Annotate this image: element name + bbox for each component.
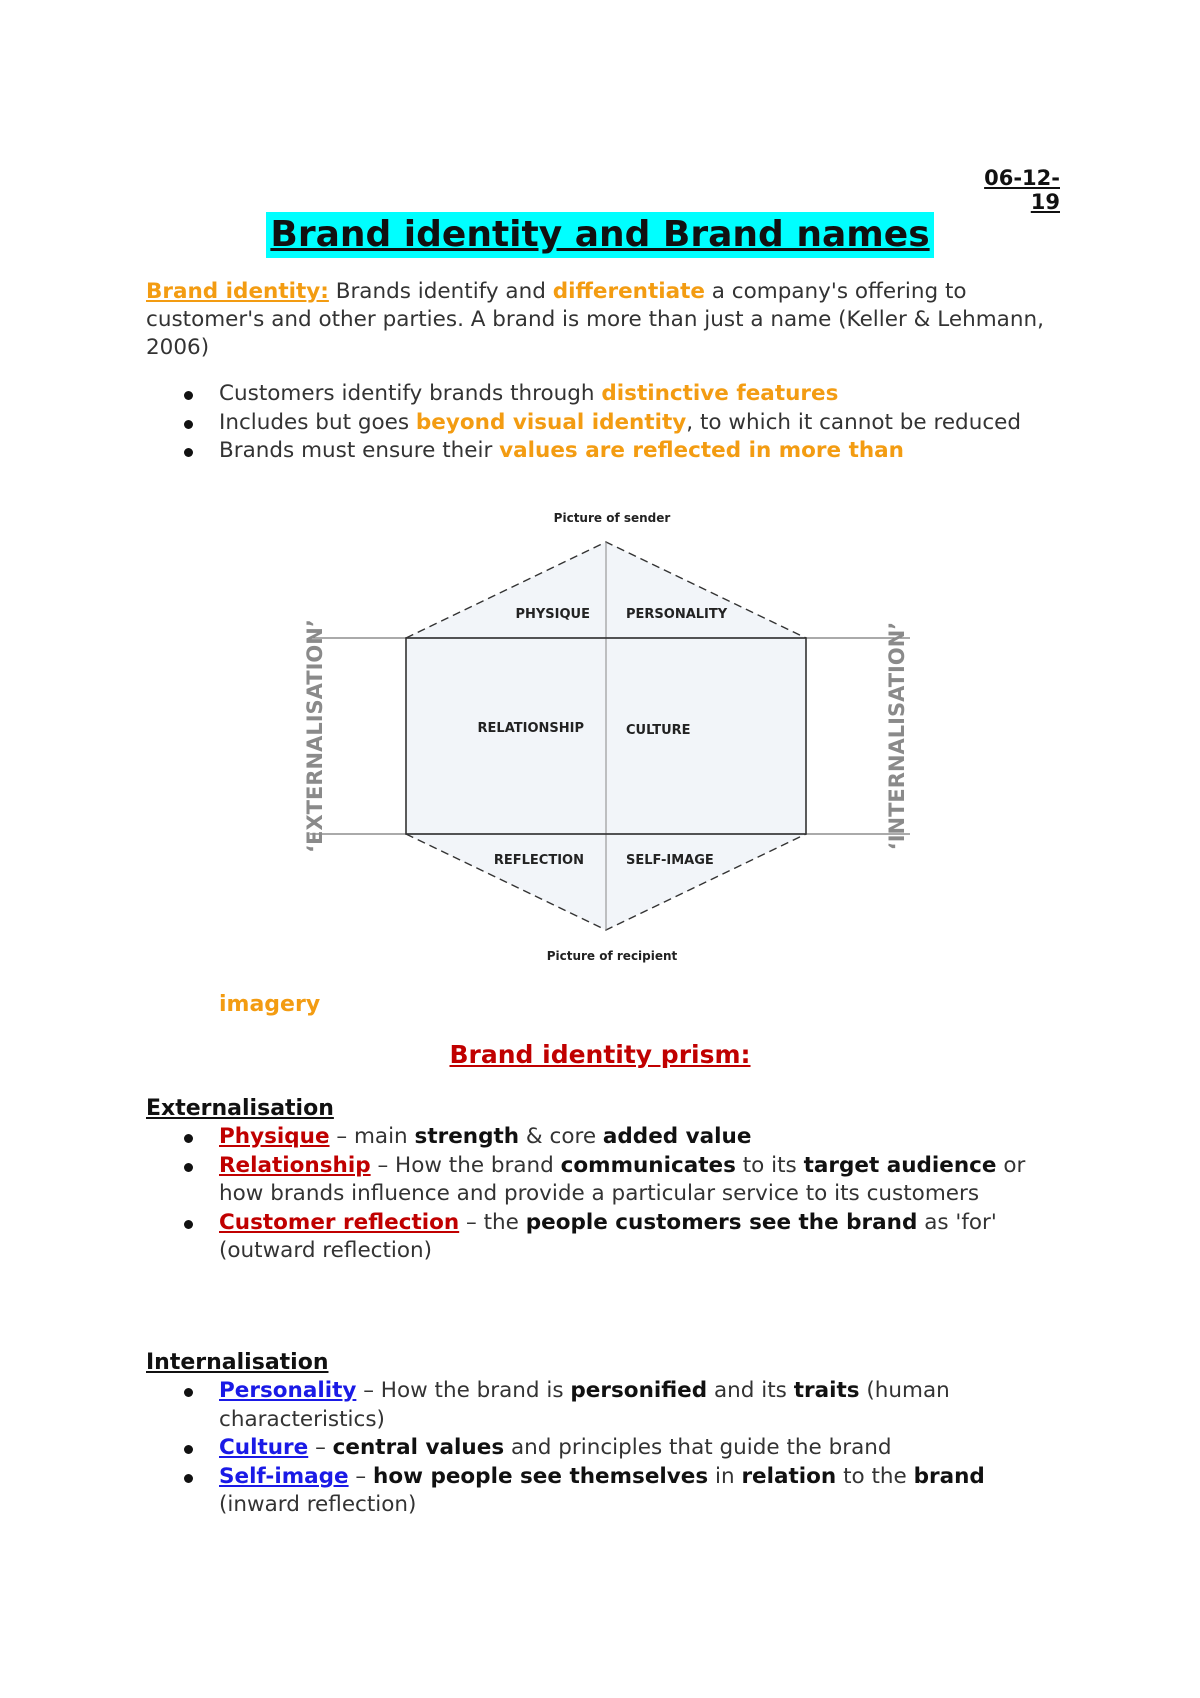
term-culture: Culture	[219, 1435, 309, 1460]
segment-bold: target audience	[803, 1152, 997, 1178]
bullet-highlight: beyond visual identity	[415, 409, 687, 435]
title-wrap	[0, 212, 1200, 258]
segment-bold: central values	[332, 1435, 505, 1460]
externalisation-heading: Externalisation	[146, 1096, 334, 1121]
prism-bottom-label: Picture of recipient	[546, 949, 678, 963]
bullet-icon	[184, 1474, 193, 1483]
segment-bold: brand	[913, 1463, 985, 1489]
internalisation-heading: Internalisation	[146, 1350, 329, 1375]
bullet-icon	[184, 1388, 193, 1397]
prism-subtitle: Brand identity prism:	[449, 1040, 751, 1069]
list-item	[146, 409, 1066, 438]
list-item	[146, 1123, 1046, 1152]
segment: or how brands influence and provide a particular service to its customers	[219, 1152, 1026, 1206]
segment: (inward reflection)	[219, 1492, 417, 1517]
prism-physique: PHYSIQUE	[515, 607, 590, 622]
bullet-icon	[184, 391, 193, 400]
term-personality: Personality	[219, 1378, 357, 1403]
bullet-icon	[184, 448, 193, 457]
intro-highlight: differentiate	[552, 279, 705, 304]
subtitle-wrap	[0, 1040, 1200, 1069]
segment-bold: communicates	[560, 1152, 736, 1178]
page-title: Brand identity and Brand names	[266, 212, 933, 258]
prism-relationship: RELATIONSHIP	[477, 721, 584, 736]
segment: – main	[329, 1124, 415, 1149]
bullet-text-post: , to which it cannot be reduced	[686, 409, 1022, 435]
bullet-icon	[184, 1445, 193, 1454]
segment: in	[708, 1463, 742, 1489]
segment-bold: personified	[570, 1378, 708, 1403]
segment-bold: people customers see the brand	[525, 1209, 918, 1235]
segment: – the	[459, 1209, 526, 1235]
segment-bold: traits	[793, 1378, 860, 1403]
term-self-image: Self-image	[219, 1463, 349, 1489]
bullet-text: Includes but goes	[219, 409, 416, 435]
prism-personality: PERSONALITY	[626, 607, 728, 622]
list-item	[146, 1152, 1046, 1209]
bullet-text: Brands must ensure their	[219, 438, 500, 463]
segment: and its	[707, 1378, 794, 1403]
segment: –	[308, 1435, 333, 1460]
segment: (human characteristics)	[219, 1378, 950, 1432]
list-item	[146, 1209, 1046, 1266]
bullet-icon	[184, 1163, 193, 1172]
list-item	[146, 1377, 1046, 1434]
term-relationship: Relationship	[219, 1152, 371, 1178]
prism-self-image: SELF-IMAGE	[626, 853, 714, 868]
segment: and principles that guide the brand	[504, 1435, 892, 1460]
internalisation-list	[146, 1377, 1046, 1520]
segment: – How the brand is	[356, 1378, 571, 1403]
externalisation-list	[146, 1123, 1046, 1266]
intro-term: Brand identity:	[146, 279, 329, 304]
list-item	[146, 1463, 1046, 1520]
segment: –	[348, 1463, 374, 1489]
segment: – How the brand	[370, 1152, 561, 1178]
intro-text-1: Brands identify and	[328, 279, 553, 304]
bullet-highlight: distinctive features	[601, 381, 839, 406]
bullet-highlight: values are reflected in more than	[499, 438, 904, 463]
segment: & core	[519, 1124, 603, 1149]
prism-internalisation-label: ‘INTERNALISATION’	[885, 621, 909, 851]
prism-reflection: REFLECTION	[493, 853, 584, 868]
term-customer-reflection: Customer reflection	[219, 1209, 460, 1235]
term-physique: Physique	[219, 1124, 330, 1149]
segment-bold: how people see themselves	[373, 1463, 709, 1489]
segment-bold: strength	[414, 1124, 520, 1149]
list-item	[146, 1434, 1046, 1463]
prism-culture: CULTURE	[626, 723, 691, 738]
segment: as 'for' (outward reflection)	[219, 1209, 997, 1263]
bullet-icon	[184, 1220, 193, 1229]
bullet-icon	[184, 420, 193, 429]
bullet-text: Customers identify brands through	[219, 381, 602, 406]
intro-text-2: a company's offering to customer's and other parties. A brand is more than just a name (Keller & Lehmann, 2006)	[146, 279, 1044, 360]
prism-externalisation-label: ‘EXTERNALISATION’	[303, 619, 327, 853]
bullet-icon	[184, 1134, 193, 1143]
intro-bullets	[146, 380, 1066, 466]
list-item	[146, 380, 1066, 409]
prism-top-label: Picture of sender	[553, 511, 671, 525]
brand-identity-prism-diagram	[300, 506, 920, 966]
segment-bold: relation	[741, 1463, 837, 1489]
segment-bold: added value	[602, 1124, 752, 1149]
segment: to the	[836, 1463, 914, 1489]
date: 06-12-19	[984, 166, 1060, 214]
imagery-continuation: imagery	[219, 992, 321, 1017]
list-item	[146, 437, 1066, 466]
intro-paragraph	[146, 278, 1046, 362]
segment: to its	[735, 1152, 804, 1178]
